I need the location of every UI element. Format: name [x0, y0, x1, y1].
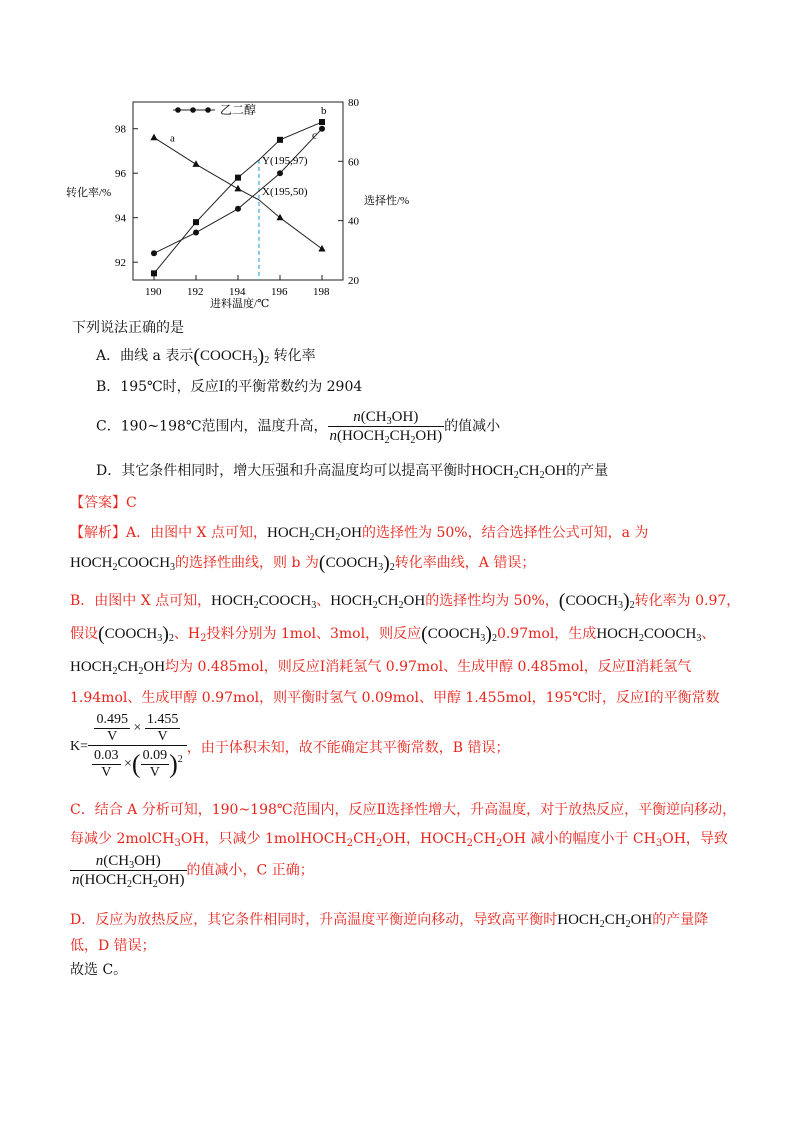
x-tick-label: 190 [145, 286, 162, 298]
legend-marker [205, 107, 211, 113]
series-c-point [319, 126, 325, 132]
series-c-point [235, 206, 241, 212]
y-left-tick-label: 96 [115, 168, 126, 181]
legend-marker [190, 107, 196, 113]
y-left-tick-label: 92 [115, 257, 126, 270]
analysis-b-line3: $HOCH_2CH_2OH$均为 0.485mol，则反应Ⅰ消耗氢气 0.97mol、生成甲醇 0.485mol，反应Ⅱ消耗氢气 [70, 659, 692, 677]
subscript: 3 [252, 355, 258, 366]
conversion-selectivity-chart [60, 92, 410, 312]
chem-formula: COOCH [200, 348, 253, 364]
legend [173, 102, 256, 117]
analysis-a-line2: $HOCH_2COOCH_3$的选择性曲线，则 b 为$(COOCH_3)_2$转化率曲线，A 错误； [70, 552, 536, 574]
annotation-y: Y(195,97) [262, 154, 308, 167]
final-choice: 故选 C。 [70, 962, 128, 978]
analysis-c-line1: C．结合 A 分析可知，190~198℃范围内，反应Ⅱ选择性增大，升高温度，对于放热反应，平衡逆向移动， [70, 802, 737, 818]
x-tick-label: 194 [229, 286, 246, 298]
analysis-c-line3: $\frac{n(CH_3OH)}{n(HOCH_2CH_2OH)}$ 的值减小，C 正确； [72, 853, 314, 890]
x-axis-label: 进料温度/℃ [210, 298, 270, 310]
series-c-point [193, 230, 199, 236]
option-c-pre: C．190~198℃范围内，温度升高， [96, 418, 328, 435]
legend-marker [175, 107, 181, 113]
option-b: B．195℃时，反应Ⅰ的平衡常数约为 2904 [96, 379, 363, 395]
option-c-post: 的值减小 [444, 418, 501, 435]
option-c [96, 408, 500, 445]
series-a-point [234, 185, 241, 192]
option-d: D．其它条件相同时，增大压强和升高温度均可以提高平衡时$HOCH_2CH_2OH$的产量 [96, 463, 609, 481]
x-tick-label: 196 [271, 286, 288, 298]
k-formula: K= $\frac{0.495}{V}$ × $\frac{1.455}{V}$ $\frac{0.03}{V}$ ×( $\frac{0.09}{V}$ )$^2$ ，由于体积未知，故不能确定其平衡常数，B 错误； [70, 712, 510, 780]
option-a-tail: 转化率 [273, 348, 316, 364]
answer-value: C [126, 495, 137, 511]
analysis-d-line2: 低，D 错误； [70, 938, 156, 954]
analysis-c-line2: 每减少 2molCH$_3$OH，只减少 $1molHOCH_2CH_2OH$，$HOCH_2CH_2OH$ 减小的幅度小于 $CH_3OH$，导致 [70, 831, 728, 849]
answer-label: 【答案】 [70, 495, 126, 511]
y-right-tick-label: 80 [348, 97, 359, 109]
y-left-tick-label: 94 [115, 212, 126, 225]
analysis-b-line4: 1.94mol、生成甲醇 0.97mol，则平衡时氢气 0.09mol、甲醇 1.455mol，195℃时，反应Ⅰ的平衡常数 [70, 690, 720, 706]
y-right-tick-label: 60 [348, 156, 359, 169]
legend-label: 乙二醇 [220, 103, 257, 117]
answer-line [70, 493, 137, 513]
analysis-b-line2: 假设$(COOCH_3)_2$、$H_2$投料分别为 1mol、3mol，则反应$(COOCH_3)_20.97mol$，生成$HOCH_2COOCH_3$、 [70, 623, 716, 645]
series-b-point [151, 270, 157, 276]
x-tick-label: 192 [187, 286, 204, 298]
y-left-label: 转化率/% [66, 187, 112, 199]
series-a-point [192, 160, 199, 167]
x-tick-label: 198 [313, 286, 330, 298]
series-b-point [193, 219, 199, 225]
series-b-point [235, 175, 241, 181]
ratio-fraction: $\frac{n(CH_3OH)}{n(HOCH_2CH_2OH)}$ [329, 409, 443, 446]
annotation-x: X(195,50) [262, 186, 308, 198]
option-a: A．曲线 a 表示$(COOCH_3)_2$ 转化率 [96, 345, 316, 367]
analysis-d-line1: D．反应为放热反应，其它条件相同时，升高温度平衡逆向移动，导致高平衡时$HOCH_2CH_2OH$的产量降 [70, 912, 709, 930]
y-left-tick-label: 98 [115, 123, 126, 136]
y-right-tick-label: 20 [348, 275, 359, 287]
series-c-point [151, 250, 157, 256]
y-right-tick-label: 40 [348, 215, 359, 228]
annotation-b: b [321, 105, 327, 118]
series-b-point [277, 137, 283, 143]
annotation-c: c [312, 129, 317, 142]
question-prompt: 下列说法正确的是 [72, 320, 184, 336]
series-a-point [276, 214, 283, 221]
series-a-point [150, 134, 157, 141]
series-a-point [318, 245, 325, 252]
analysis-a-line1: 【解析】A．由图中 X 点可知，$HOCH_2CH_2OH$的选择性为 50%，结合选择性公式可知，a 为 [70, 525, 649, 543]
y-right-label: 选择性/% [364, 195, 410, 207]
annotation-a: a [170, 132, 175, 145]
analysis-b-line1: B．由图中 X 点可知，$HOCH_2COOCH_3$、$HOCH_2CH_2OH$的选择性均为 50%，$(COOCH_3)_2$转化率为 0.97， [70, 590, 741, 612]
series-b-point [319, 119, 325, 125]
option-a-label: A．曲线 a 表示 [96, 348, 194, 364]
series-c-point [277, 170, 283, 176]
